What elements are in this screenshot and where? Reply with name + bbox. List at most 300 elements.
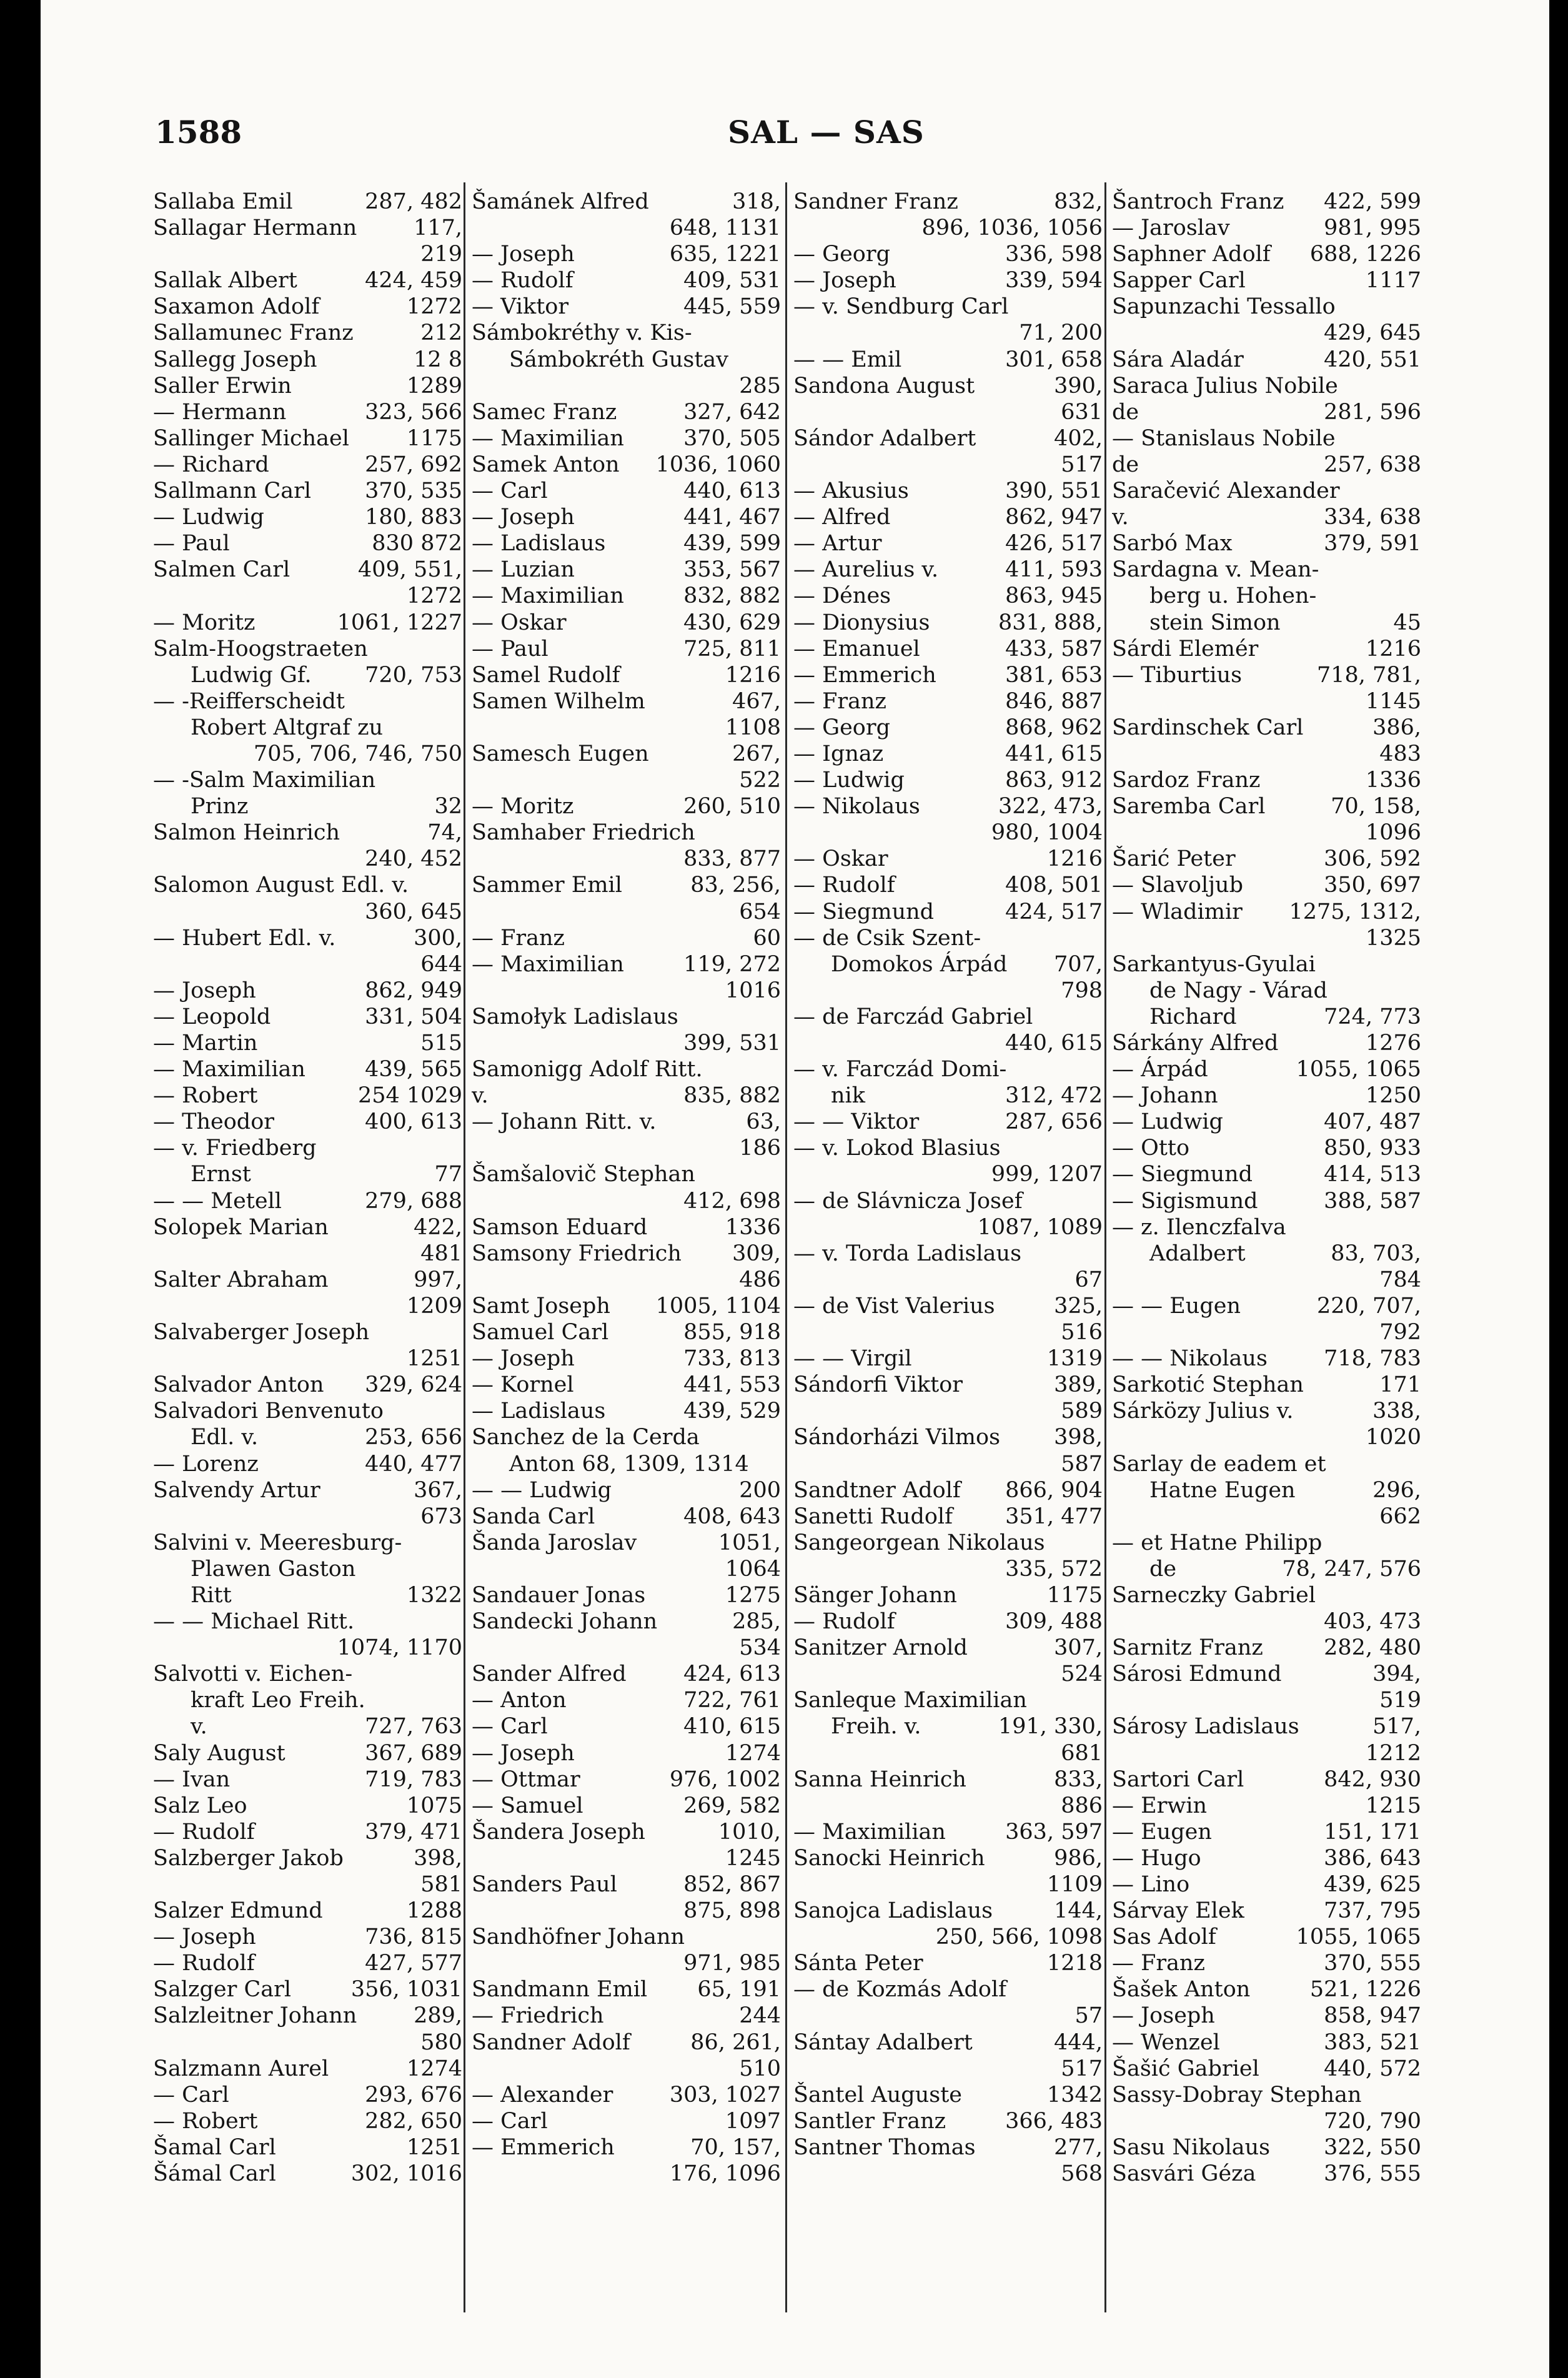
index-entry	[793, 1372, 1103, 1424]
entry-line: Anton 68, 1309, 1314	[509, 1451, 749, 1477]
index-entry	[153, 189, 462, 215]
index-entry	[472, 1793, 781, 1819]
entry-name: Sarnitz Franz	[1112, 1635, 1263, 1661]
entry-page-refs: 1325	[1365, 925, 1421, 951]
index-entry	[472, 1345, 781, 1372]
entry-page-refs: 681	[1061, 1740, 1103, 1766]
index-entry	[153, 2082, 462, 2108]
entry-page-refs: 481	[420, 1241, 462, 1266]
entry-page-refs: 257, 638	[1324, 452, 1421, 477]
entry-name: — — Nikolaus	[1112, 1346, 1268, 1372]
index-entry	[1112, 1082, 1421, 1109]
entry-line	[1112, 347, 1421, 373]
entry-name: Salvador Anton	[153, 1372, 324, 1398]
index-entry	[793, 1582, 1103, 1608]
index-entry	[153, 1056, 462, 1082]
entry-page-refs: 737, 795	[1324, 1898, 1421, 1924]
entry-line	[153, 294, 462, 320]
index-entry	[472, 1924, 781, 1976]
index-entry	[793, 1608, 1103, 1635]
entry-name: — Luzian	[472, 557, 575, 583]
entry-page-refs: 798	[1061, 978, 1103, 1003]
entry-page-refs: 171	[1379, 1372, 1421, 1398]
entry-page-refs: 784	[1379, 1267, 1421, 1292]
entry-name: Samel Rudolf	[472, 662, 620, 688]
entry-page-refs: 74,	[427, 820, 462, 846]
index-entry	[793, 846, 1103, 872]
index-entry	[153, 1451, 462, 1477]
index-entry	[1112, 715, 1421, 767]
entry-name: Domokos Árpád	[831, 951, 1008, 977]
entry-page-refs: 846, 887	[1005, 688, 1103, 714]
entry-name: Sárosi Edmund	[1112, 1662, 1282, 1687]
entry-line	[472, 478, 781, 504]
entry-name: — Robert	[153, 2108, 258, 2134]
index-entry	[153, 1976, 462, 2003]
entry-page-refs: 852, 867	[683, 1872, 781, 1897]
entry-line	[1112, 1950, 1421, 1976]
entry-page-refs: 422,	[414, 1214, 462, 1240]
entry-page-refs: 654	[739, 899, 781, 924]
index-entry	[153, 320, 462, 346]
index-entry	[793, 741, 1103, 767]
entry-line	[793, 1819, 1103, 1845]
index-entry	[472, 452, 781, 478]
entry-name: — Joseph	[793, 268, 896, 294]
entry-line	[793, 715, 1103, 741]
entry-page-refs: 312, 472	[1005, 1083, 1103, 1109]
entry-page-refs: 426, 517	[1005, 531, 1103, 557]
index-entry	[153, 1530, 462, 1608]
entry-page-refs: 1275	[725, 1582, 781, 1608]
entry-name: Freih. v.	[831, 1714, 921, 1740]
entry-page-refs: 440, 477	[365, 1451, 462, 1477]
entry-line	[472, 2108, 781, 2134]
entry-name: — Alexander	[472, 2082, 613, 2108]
index-entry	[153, 872, 462, 924]
entry-line	[1112, 189, 1421, 215]
entry-name: Sallinger Michael	[153, 425, 349, 451]
index-entry	[793, 1188, 1103, 1241]
index-entry	[1112, 1950, 1421, 1976]
entry-line	[472, 1372, 781, 1398]
entry-name: Saly August	[153, 1740, 285, 1766]
entry-page-refs: 219	[420, 242, 462, 267]
entry-page-refs: 323, 566	[365, 399, 462, 425]
entry-page-refs: 360, 645	[365, 899, 462, 924]
entry-name: Sallegg Joseph	[153, 347, 317, 372]
entry-line	[1112, 241, 1421, 267]
entry-page-refs: 409, 551,	[358, 557, 462, 583]
entry-line	[793, 793, 1103, 820]
entry-name: — Moritz	[472, 794, 574, 820]
entry-line	[153, 1424, 462, 1450]
entry-line: Salvadori Benvenuto	[153, 1399, 384, 1424]
entry-page-refs: 253, 656	[365, 1425, 462, 1450]
entry-page-refs: 287, 482	[365, 189, 462, 214]
entry-name: — Hugo	[1112, 1845, 1201, 1871]
index-entry	[153, 1661, 462, 1740]
entry-page-refs: 398,	[414, 1845, 462, 1871]
entry-line	[153, 1056, 462, 1082]
entry-page-refs: 279, 688	[365, 1188, 462, 1214]
index-entry	[1112, 1898, 1421, 1924]
index-entry	[472, 1871, 781, 1924]
entry-page-refs: 322, 550	[1324, 2134, 1421, 2160]
entry-page-refs: 510	[739, 2056, 781, 2081]
index-entry	[472, 189, 781, 241]
entry-line	[153, 1030, 462, 1056]
index-entry	[472, 636, 781, 662]
index-entry	[472, 741, 781, 793]
entry-page-refs: 1175	[406, 425, 462, 451]
entry-page-refs: 635, 1221	[669, 242, 781, 267]
entry-page-refs: 855, 918	[683, 1320, 781, 1345]
index-entry	[472, 1766, 781, 1793]
entry-page-refs: 1319	[1046, 1346, 1103, 1372]
entry-page-refs: 1274	[725, 1740, 781, 1766]
index-entry	[472, 241, 781, 267]
entry-name: — Lino	[1112, 1872, 1190, 1897]
entry-page-refs: 282, 480	[1324, 1635, 1421, 1661]
entry-page-refs: 831, 888,	[998, 610, 1103, 635]
entry-line	[153, 2003, 462, 2029]
entry-name: — Erwin	[1112, 1793, 1208, 1818]
entry-line	[793, 241, 1103, 267]
index-entry	[793, 504, 1103, 530]
entry-page-refs: 390,	[1054, 373, 1103, 399]
entry-name: Sardinschek Carl	[1112, 715, 1304, 740]
entry-page-refs: 662	[1379, 1504, 1421, 1529]
entry-page-refs: 1216	[1046, 846, 1103, 872]
entry-line	[1112, 899, 1421, 925]
entry-name: — Oskar	[793, 846, 888, 872]
entry-line	[793, 504, 1103, 530]
column-rule	[464, 182, 465, 2312]
index-entry	[472, 1530, 781, 1582]
index-entry	[472, 294, 781, 320]
entry-page-refs: 329, 624	[365, 1372, 462, 1398]
entry-page-refs: 144,	[1054, 1898, 1103, 1924]
entry-name: Samson Eduard	[472, 1214, 648, 1240]
entry-line	[153, 267, 462, 294]
index-entry	[153, 1004, 462, 1030]
entry-name: — Maximilian	[472, 425, 624, 451]
entry-name: — — Metell	[153, 1188, 282, 1214]
entry-page-refs: 835, 882	[683, 1083, 781, 1109]
index-entry	[1112, 530, 1421, 557]
entry-name: Sallaba Emil	[153, 189, 293, 214]
entry-name: Salvendy Artur	[153, 1477, 320, 1503]
entry-page-refs: 327, 642	[683, 399, 781, 425]
index-entry	[793, 872, 1103, 898]
index-entry	[472, 1661, 781, 1687]
entry-page-refs: 862, 949	[365, 978, 462, 1003]
index-entry	[1112, 1976, 1421, 2003]
entry-page-refs: 1250	[1365, 1083, 1421, 1109]
entry-line	[153, 793, 462, 820]
entry-page-refs: 402,	[1054, 425, 1103, 451]
entry-name: — Franz	[1112, 1951, 1205, 1976]
entry-name: — Paul	[472, 636, 548, 661]
entry-line: — et Hatne Philipp	[1112, 1530, 1322, 1555]
index-entry	[153, 215, 462, 267]
entry-line	[153, 1161, 462, 1187]
entry-line	[472, 1819, 781, 1845]
index-entry	[793, 557, 1103, 583]
entry-name: — Akusius	[793, 478, 909, 504]
entry-page-refs: 303, 1027	[669, 2082, 781, 2108]
entry-line	[1112, 1635, 1421, 1661]
entry-name: Šašek Anton	[1112, 1977, 1251, 2003]
index-entry	[472, 951, 781, 1004]
entry-line	[153, 2082, 462, 2108]
index-entry	[472, 1582, 781, 1608]
entry-page-refs: 718, 781,	[1317, 662, 1421, 688]
directory-page	[41, 0, 1549, 2378]
entry-name: Šamal Carl	[153, 2134, 276, 2160]
entry-name: Šašić Gabriel	[1112, 2056, 1259, 2081]
entry-page-refs: 673	[420, 1504, 462, 1529]
index-entry	[1112, 2029, 1421, 2056]
entry-page-refs: 269, 582	[683, 1793, 781, 1818]
entry-line	[1112, 1556, 1421, 1582]
entry-line	[793, 1477, 1103, 1504]
entry-name: — Joseph	[1112, 2003, 1215, 2029]
index-entry	[472, 2082, 781, 2108]
entry-name: — Carl	[472, 1714, 548, 1740]
index-entry	[1112, 557, 1421, 635]
entry-name: Sandmann Emil	[472, 1977, 648, 2003]
entry-line	[1112, 1661, 1421, 1687]
entry-name: — Kornel	[472, 1372, 574, 1398]
entry-page-refs: 363, 597	[1005, 1819, 1103, 1845]
entry-page-refs: 379, 471	[365, 1819, 462, 1845]
entry-page-refs: 736, 815	[365, 1925, 462, 1950]
entry-name: — Ladislaus	[472, 1399, 606, 1424]
entry-line	[472, 1319, 781, 1345]
entry-page-refs: 486	[739, 1267, 781, 1292]
entry-name: — Rudolf	[472, 268, 573, 294]
entry-name: Šantroch Franz	[1112, 189, 1284, 214]
index-entry	[153, 1135, 462, 1187]
index-entry	[1112, 2134, 1421, 2161]
index-entry	[1112, 872, 1421, 898]
entry-name: — Siegmund	[1112, 1162, 1253, 1187]
entry-page-refs: 1117	[1365, 268, 1421, 294]
entry-page-refs: 424, 459	[365, 268, 462, 294]
entry-name: — Rudolf	[153, 1819, 255, 1845]
index-entry	[1112, 1819, 1421, 1845]
entry-name: — Emmerich	[793, 662, 936, 688]
entry-line	[1112, 1398, 1421, 1424]
entry-name: Solopek Marian	[153, 1214, 329, 1240]
index-entry	[793, 373, 1103, 425]
entry-page-refs: 370, 505	[683, 425, 781, 451]
index-entry	[1112, 1924, 1421, 1950]
entry-page-refs: 1055, 1065	[1296, 1057, 1421, 1082]
entry-name: — — Virgil	[793, 1346, 912, 1372]
index-entry	[153, 1372, 462, 1398]
index-entry	[793, 899, 1103, 925]
entry-line: Salm-Hoogstraeten	[153, 636, 368, 661]
entry-page-refs: 792	[1379, 1320, 1421, 1345]
entry-line: Sangeorgean Nikolaus	[793, 1530, 1045, 1555]
entry-name: — Leopold	[153, 1004, 271, 1029]
entry-name: — — Emil	[793, 347, 902, 372]
entry-line	[472, 1713, 781, 1740]
index-entry	[793, 1109, 1103, 1135]
index-entry	[1112, 294, 1421, 346]
entry-page-refs: 1215	[1365, 1793, 1421, 1818]
entry-page-refs: 631	[1061, 399, 1103, 425]
entry-name: Salz Leo	[153, 1793, 247, 1818]
entry-page-refs: 1212	[1365, 1740, 1421, 1766]
entry-page-refs: 1251	[406, 2134, 462, 2160]
entry-page-refs: 67	[1074, 1267, 1103, 1292]
entry-page-refs: 57	[1074, 2003, 1103, 2029]
index-entry	[1112, 1766, 1421, 1793]
index-entry	[153, 1950, 462, 1976]
index-entry	[1112, 1214, 1421, 1293]
entry-page-refs: 997,	[414, 1267, 462, 1292]
entry-page-refs: 1322	[406, 1582, 462, 1608]
entry-line	[793, 767, 1103, 793]
entry-line	[153, 320, 462, 346]
entry-name: Saller Erwin	[153, 373, 292, 399]
index-entry	[1112, 478, 1421, 530]
entry-name: — — Ludwig	[472, 1477, 612, 1503]
entry-line	[153, 1950, 462, 1976]
index-entry	[793, 1976, 1103, 2029]
entry-line	[153, 1819, 462, 1845]
entry-page-refs: 45	[1393, 610, 1421, 635]
index-column-1	[153, 189, 462, 2187]
page-number: 1588	[155, 114, 242, 151]
entry-page-refs: 309,	[732, 1241, 781, 1266]
index-entry	[1112, 1793, 1421, 1819]
index-entry	[793, 1766, 1103, 1819]
entry-line	[793, 636, 1103, 662]
index-entry	[153, 610, 462, 636]
index-entry	[1112, 347, 1421, 373]
entry-line: — v. Torda Ladislaus	[793, 1241, 1022, 1266]
entry-page-refs: 441, 553	[683, 1372, 781, 1398]
entry-name: Sasu Nikolaus	[1112, 2134, 1271, 2160]
entry-name: — Rudolf	[793, 873, 895, 898]
entry-name: nik	[831, 1083, 865, 1109]
entry-line: Plawen Gaston	[191, 1556, 356, 1582]
entry-page-refs: 1036, 1060	[655, 452, 781, 477]
entry-name: — Rudolf	[793, 1609, 895, 1635]
index-entry	[793, 267, 1103, 294]
entry-line: Samołyk Ladislaus	[472, 1004, 678, 1029]
entry-line	[1112, 1871, 1421, 1898]
entry-line	[472, 1530, 781, 1556]
index-entry	[153, 1819, 462, 1845]
index-entry	[472, 793, 781, 820]
entry-line	[1112, 2134, 1421, 2161]
entry-line: — -Salm Maximilian	[153, 768, 376, 793]
entry-line	[1112, 662, 1421, 688]
entry-line: — v. Sendburg Carl	[793, 294, 1009, 320]
index-entry	[472, 2003, 781, 2029]
entry-name: — — Eugen	[1112, 1293, 1241, 1319]
index-entry	[1112, 662, 1421, 715]
entry-line	[1112, 793, 1421, 820]
entry-page-refs: 220, 707,	[1317, 1293, 1421, 1319]
entry-line	[793, 2029, 1103, 2056]
entry-page-refs: 832, 882	[683, 583, 781, 609]
index-entry	[153, 373, 462, 399]
entry-name: — Viktor	[472, 294, 569, 320]
entry-page-refs: 254 1029	[357, 1083, 462, 1109]
entry-page-refs: 300,	[414, 925, 462, 951]
entry-page-refs: 394,	[1372, 1662, 1421, 1687]
entry-line	[793, 2082, 1103, 2108]
entry-line	[793, 1898, 1103, 1924]
index-entry	[153, 530, 462, 557]
entry-page-refs: 521, 1226	[1309, 1977, 1421, 2003]
entry-page-refs: 718, 783	[1324, 1346, 1421, 1372]
index-entry	[1112, 2003, 1421, 2029]
entry-line	[1112, 1793, 1421, 1819]
entry-page-refs: 440, 613	[683, 478, 781, 504]
index-entry	[153, 1845, 462, 1898]
entry-line	[793, 1845, 1103, 1871]
entry-line	[793, 347, 1103, 373]
entry-name: Sallmann Carl	[153, 478, 312, 504]
entry-name: v.	[1112, 505, 1129, 530]
entry-page-refs: 439, 529	[683, 1399, 781, 1424]
entry-line: Samonigg Adolf Ritt.	[472, 1057, 703, 1082]
entry-name: — de Vist Valerius	[793, 1293, 995, 1319]
entry-name: Sanetti Rudolf	[793, 1504, 953, 1529]
entry-line	[153, 2134, 462, 2161]
entry-page-refs: 356, 1031	[350, 1977, 462, 2003]
entry-page-refs: 186	[739, 1136, 781, 1161]
entry-name: — Ladislaus	[472, 531, 606, 557]
entry-line	[793, 899, 1103, 925]
entry-line	[472, 241, 781, 267]
index-entry	[153, 1608, 462, 1661]
entry-line	[153, 1845, 462, 1871]
entry-line: Sámbokréth Gustav	[509, 347, 729, 372]
entry-line	[472, 951, 781, 978]
entry-name: — Georg	[793, 242, 891, 267]
entry-line	[472, 189, 781, 215]
entry-line	[153, 1924, 462, 1950]
entry-name: Sára Aladár	[1112, 347, 1244, 372]
running-head: SAL — SAS	[728, 114, 925, 151]
entry-line	[1112, 1477, 1421, 1504]
entry-line: Sanleque Maximilian	[793, 1688, 1027, 1713]
entry-line: — de Csik Szent-	[793, 925, 981, 951]
entry-name: Saxamon Adolf	[153, 294, 320, 320]
entry-page-refs: 370, 535	[365, 478, 462, 504]
entry-page-refs: 1209	[406, 1293, 462, 1319]
entry-line	[472, 294, 781, 320]
entry-page-refs: 441, 467	[683, 505, 781, 530]
entry-line: Salvotti v. Eichen-	[153, 1662, 353, 1687]
entry-name: — Ivan	[153, 1766, 231, 1792]
index-entry	[793, 688, 1103, 715]
entry-line	[793, 373, 1103, 399]
index-entry	[153, 1924, 462, 1950]
index-entry	[153, 1319, 462, 1372]
entry-page-refs: 1336	[1365, 768, 1421, 793]
entry-page-refs: 986,	[1054, 1845, 1103, 1871]
